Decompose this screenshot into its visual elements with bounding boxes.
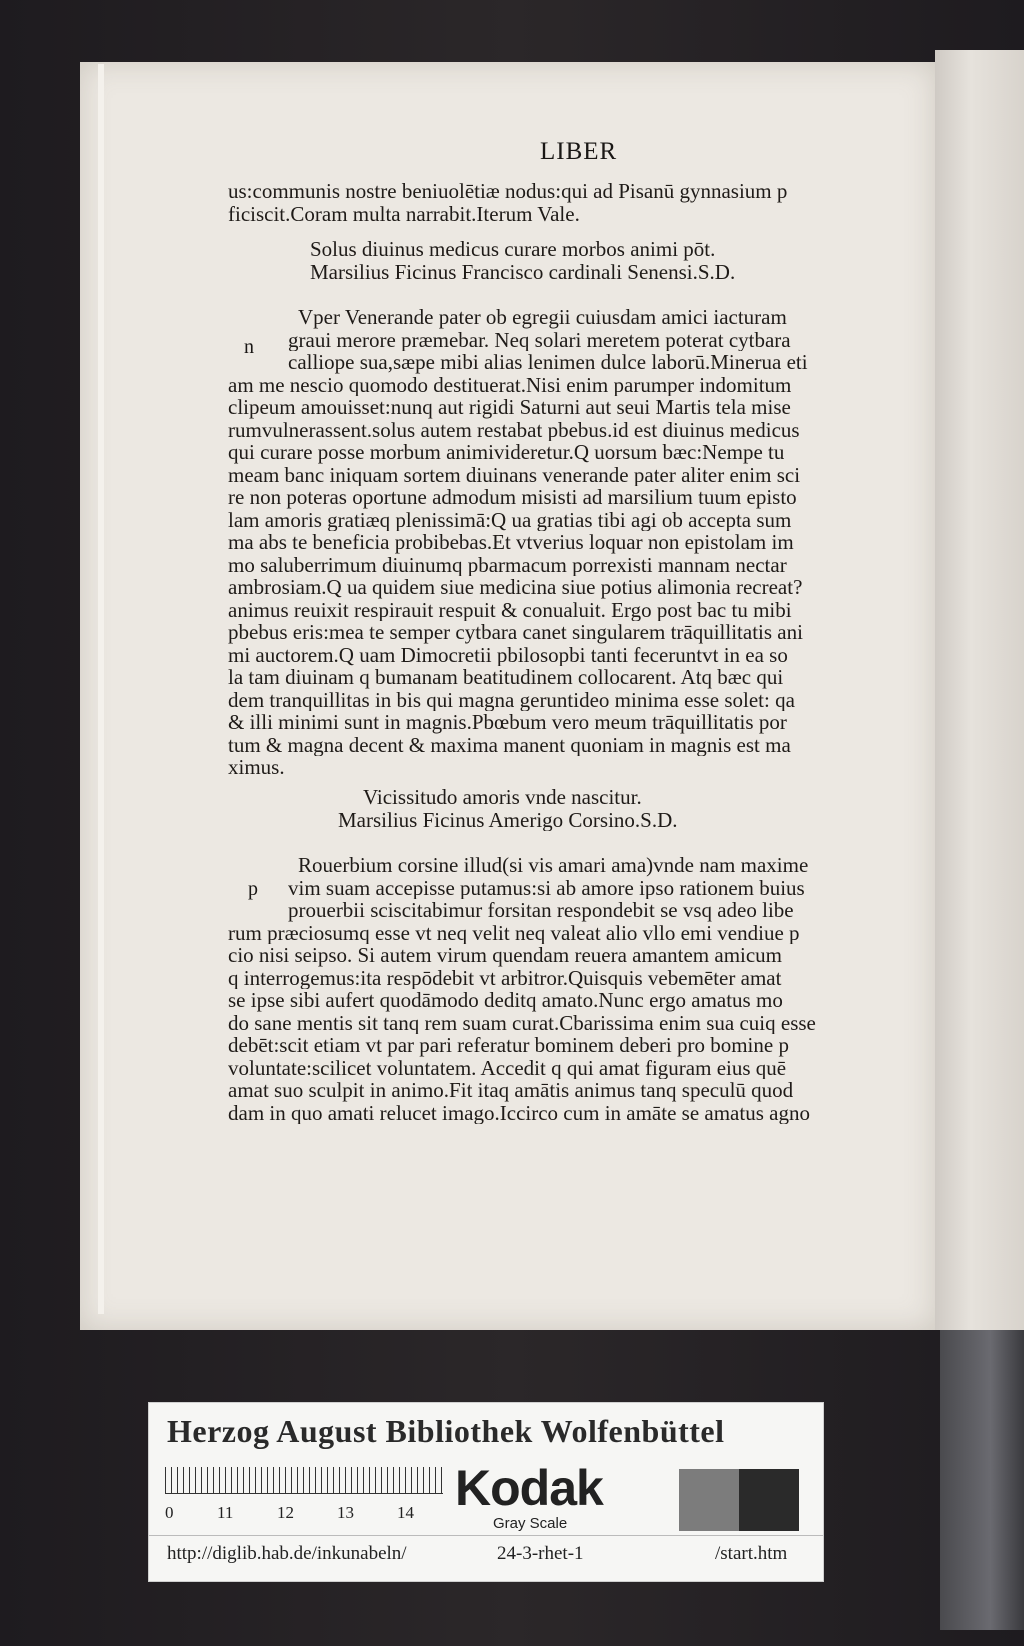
gray-patch-medium bbox=[679, 1469, 739, 1531]
text-line: clipeum amouisset:nunq aut rigidi Saturni aut seui Martis tela mise bbox=[228, 396, 791, 419]
page-margin-edge bbox=[98, 64, 104, 1314]
ruler-label: 13 bbox=[337, 1503, 354, 1522]
text-line: dam in quo amati relucet imago.Iccirco cum in amāte se amatus agno bbox=[228, 1101, 810, 1124]
text-line: graui merore præmebar. Neq solari meretem poterat cytbara bbox=[288, 328, 791, 351]
text-line: tum & magna decent & maxima manent quoniam in magnis est ma bbox=[228, 733, 791, 756]
text-line: qui curare posse morbum animivideretur.Q uorsum bæc:Nempe tu bbox=[228, 441, 785, 464]
text-line: cio nisi seipso. Si autem virum quendam reuera amantem amicum bbox=[228, 944, 783, 967]
text-line: pbebus eris:mea te semper cytbara canet singularem trāquillitatis ani bbox=[228, 621, 803, 644]
text-line: ficiscit.Coram multa narrabit.Iterum Vale. bbox=[228, 202, 580, 225]
kodak-logo: Kodak bbox=[455, 1460, 603, 1516]
gray-scale-label: Gray Scale bbox=[493, 1515, 568, 1532]
text-line: voluntate:scilicet voluntatem. Accedit q qui amat figuram eius quē bbox=[228, 1056, 787, 1079]
library-name: Herzog August Bibliothek Wolfenbüttel bbox=[167, 1413, 725, 1449]
card-divider bbox=[149, 1535, 823, 1536]
facing-page-edge bbox=[935, 50, 1024, 1330]
heading-line: Solus diuinus medicus curare morbos animi pōt. bbox=[310, 238, 716, 261]
ruler-labels bbox=[165, 1503, 455, 1525]
facing-page-lower-edge bbox=[940, 1330, 1024, 1630]
text-line: se ipse sibi aufert quodāmodo deditq amato.Nunc ergo amatus mo bbox=[228, 989, 783, 1012]
letter-body bbox=[228, 306, 860, 779]
text-line: re non poteras oportune admodum misisti ad marsilium tuum episto bbox=[228, 486, 797, 509]
text-line: rum præciosumq esse vt neq velit neq valeat alio vllo emi vendiue p bbox=[228, 921, 800, 944]
text-line: vim suam accepisse putamus:si ab amore ipso rationem buius bbox=[288, 876, 805, 899]
gray-patch-dark bbox=[739, 1469, 799, 1531]
text-line: do sane mentis sit tanq rem suam curat.Cbarissima enim sua cuiq esse bbox=[228, 1011, 816, 1034]
text-line: am me nescio quomodo destituerat.Nisi enim parumper indomitum bbox=[228, 373, 792, 396]
ruler-label: 14 bbox=[397, 1503, 414, 1522]
text-line: mi auctorem.Q uam Dimocretii pbilosopbi tanti feceruntvt in ea so bbox=[228, 643, 788, 666]
letter-heading bbox=[228, 786, 860, 831]
letter-body bbox=[228, 854, 860, 1124]
ruler-label: 0 bbox=[165, 1503, 174, 1522]
text-line: amat suo sculpit in animo.Fit itaq amātis animus tanq speculū quod bbox=[228, 1079, 794, 1102]
text-line: ximus. bbox=[228, 756, 285, 779]
heading-line: Vicissitudo amoris vnde nascitur. bbox=[363, 786, 642, 809]
text-line: mo saluberrimum diuinumq pbarmacum porrexisti mannam nectar bbox=[228, 553, 787, 576]
text-line: la tam diuinam q bumanam beatitudinem collocarent. Atq bæc qui bbox=[228, 666, 784, 689]
color-scale-card bbox=[148, 1402, 824, 1582]
text-line: meam banc iniquam sortem diuinans venerande pater aliter enim sci bbox=[228, 463, 801, 486]
ruler-label: 12 bbox=[277, 1503, 294, 1522]
shelfmark: 24-3-rhet-1 bbox=[497, 1543, 584, 1564]
text-line: ma abs te beneficia probibebas.Et vtverius loquar non epistolam im bbox=[228, 531, 794, 554]
text-line: rumvulnerassent.solus autem restabat pbebus.id est diuinus medicus bbox=[228, 418, 800, 441]
text-line: Rouerbium corsine illud(si vis amari ama)vnde nam maxime bbox=[298, 854, 809, 877]
guide-letter: n bbox=[244, 336, 254, 358]
url-suffix: /start.htm bbox=[715, 1543, 788, 1564]
text-line: Vper Venerande pater ob egregii cuiusdam amici iacturam bbox=[298, 306, 787, 329]
ruler-scale bbox=[165, 1467, 443, 1494]
text-line: animus reuixit respirauit respuit & conualuit. Ergo post bac tu mibi bbox=[228, 598, 792, 621]
source-url: http://diglib.hab.de/inkunabeln/ bbox=[167, 1543, 407, 1564]
text-line: calliope sua,sæpe mibi alias lenimen dulce laborū.Minerua eti bbox=[288, 351, 808, 374]
text-line: prouerbii sciscitabimur forsitan respondebit se vsq adeo libe bbox=[288, 899, 794, 922]
text-line: ambrosiam.Q ua quidem siue medicina siue potius alimonia recreat? bbox=[228, 576, 803, 599]
heading-line: Marsilius Ficinus Francisco cardinali Senensi.S.D. bbox=[310, 260, 736, 283]
running-head: LIBER bbox=[540, 138, 618, 165]
letter-heading bbox=[228, 238, 942, 283]
text-line: & illi minimi sunt in magnis.Pbœbum vero meum trāquillitatis por bbox=[228, 711, 787, 734]
heading-line: Marsilius Ficinus Amerigo Corsino.S.D. bbox=[338, 808, 678, 831]
guide-letter: p bbox=[248, 878, 258, 900]
text-line: lam amoris gratiæq plenissimā:Q ua gratias tibi agi ob accepta sum bbox=[228, 508, 792, 531]
text-line: us:communis nostre beniuolētiæ nodus:qui ad Pisanū gynnasium p bbox=[228, 180, 788, 203]
text-line: dem tranquillitas in bis qui magna geruntideo minima esse solet: qa bbox=[228, 688, 795, 711]
ruler-label: 11 bbox=[217, 1503, 234, 1522]
text-line: debēt:scit etiam vt par pari referatur bominem deberi pro bomine p bbox=[228, 1034, 789, 1057]
section-continuation bbox=[228, 180, 860, 225]
text-line: q interrogemus:ita respōdebit vt arbitror.Quisquis vebemēter amat bbox=[228, 966, 782, 989]
